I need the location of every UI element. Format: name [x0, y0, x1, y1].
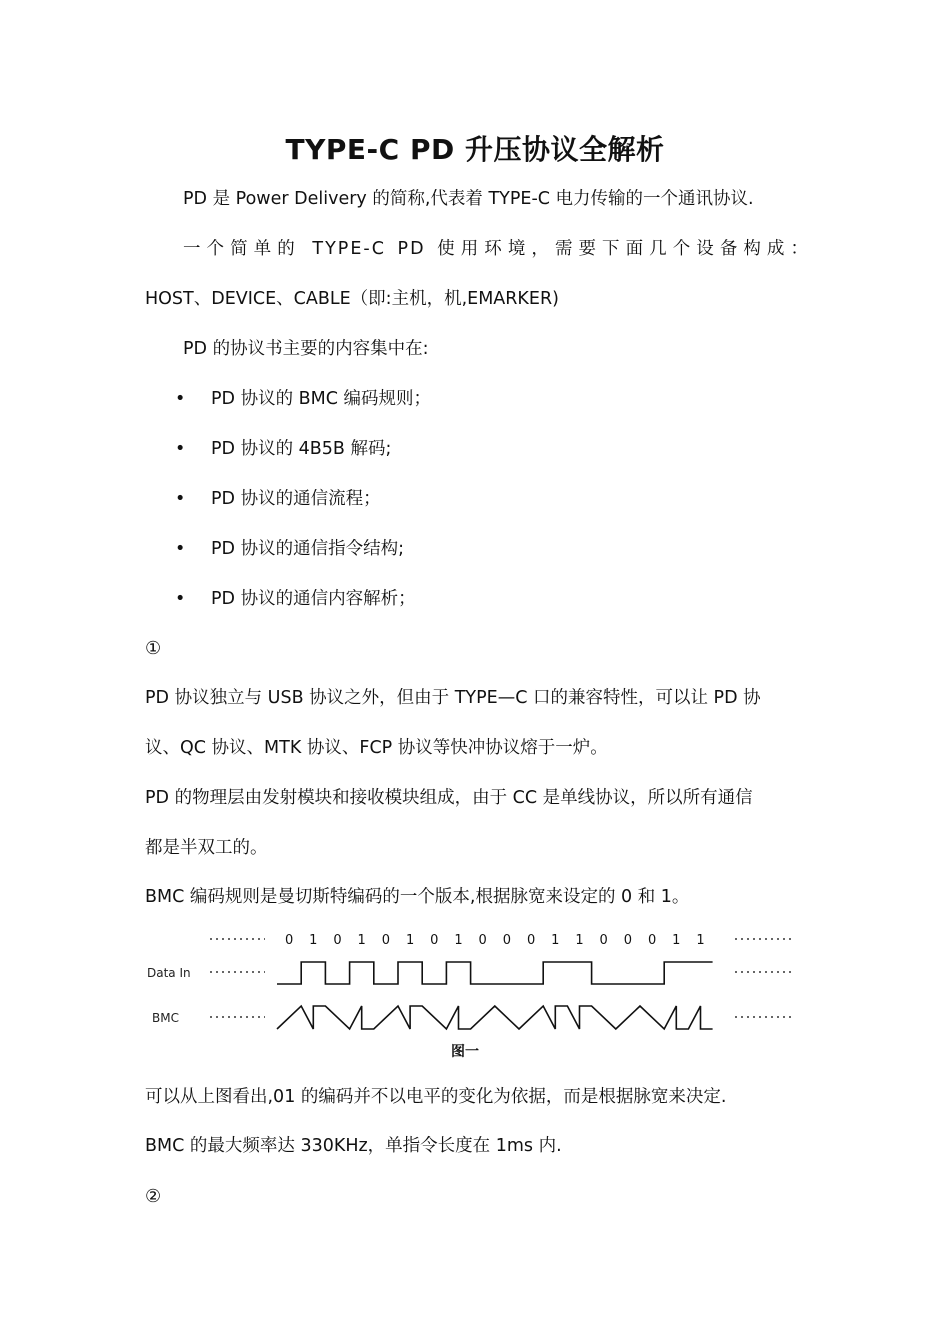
continuation-dots	[210, 939, 795, 1017]
bit-label: 1	[309, 933, 318, 948]
intro-paragraph-2-line-2: HOST、DEVICE、CABLE（即:主机，机,EMARKER)	[145, 289, 559, 309]
bit-label: 0	[526, 933, 536, 948]
section1-paragraph-1-line-2: 议、QC 协议、MTK 协议、FCP 协议等快冲协议熔于一炉。	[145, 738, 608, 758]
page-title: TYPE-C PD 升压协议全解析	[285, 133, 665, 166]
bit-labels	[285, 933, 705, 948]
bit-label: 0	[623, 933, 633, 948]
section-marker-2: ②	[145, 1186, 162, 1207]
section1-paragraph-2-line-2: 都是半双工的。	[145, 838, 268, 858]
list-item-text: PD 协议的 4B5B 解码;	[211, 439, 392, 459]
data-in-waveform	[277, 962, 713, 984]
bullet-icon: •	[175, 389, 186, 409]
bullet-icon: •	[175, 589, 186, 609]
bmc-waveform	[277, 1006, 713, 1029]
bit-label: 1	[696, 933, 705, 948]
bit-label: 0	[284, 933, 294, 948]
section1-paragraph-4: 可以从上图看出,01 的编码并不以电平的变化为依据，而是根据脉宽来决定.	[145, 1087, 727, 1107]
bit-label: 0	[599, 933, 608, 948]
section1-paragraph-2-line-1: PD 的物理层由发射模块和接收模块组成，由于 CC 是单线协议，所以所有通信	[145, 788, 753, 808]
bit-label: 0	[647, 933, 657, 948]
bmc-label: BMC	[152, 1011, 179, 1025]
bit-label: 1	[357, 933, 366, 948]
bit-label: 0	[502, 933, 512, 948]
section1-paragraph-5: BMC 的最大频率达 330KHz，单指令长度在 1ms 内.	[145, 1136, 562, 1156]
figure-caption: 图一	[451, 1044, 479, 1060]
list-item-text: PD 协议的通信内容解析；	[211, 589, 416, 609]
bit-label: 0	[333, 933, 342, 948]
bit-label: 1	[551, 933, 560, 948]
list-item-text: PD 协议的通信指令结构;	[211, 539, 404, 559]
bullet-icon: •	[175, 539, 186, 559]
section1-paragraph-3: BMC 编码规则是曼切斯特编码的一个版本,根据脉宽来设定的 0 和 1。	[145, 887, 690, 907]
intro-paragraph-1: PD 是 Power Delivery 的简称,代表着 TYPE-C 电力传输的一个通讯协议.	[183, 189, 754, 209]
bit-label: 1	[454, 933, 463, 948]
bullet-icon: •	[175, 439, 186, 459]
bit-label: 0	[430, 933, 439, 948]
bit-label: 0	[478, 933, 487, 948]
section1-paragraph-1-line-1: PD 协议独立与 USB 协议之外，但由于 TYPE—C 口的兼容特性，可以让 PD 协	[145, 688, 761, 708]
list-item-text: PD 协议的 BMC 编码规则；	[211, 389, 432, 409]
bullet-icon: •	[175, 489, 186, 509]
bit-label: 0	[381, 933, 391, 948]
data-in-label: Data In	[147, 966, 191, 980]
bit-label: 1	[672, 933, 681, 948]
list-item-text: PD 协议的通信流程；	[211, 489, 381, 509]
bit-label: 1	[575, 933, 584, 948]
intro-paragraph-3: PD 的协议书主要的内容集中在:	[183, 339, 429, 359]
section-marker-1: ①	[145, 638, 162, 659]
bmc-encoding-figure	[140, 922, 810, 1037]
bit-label: 1	[405, 933, 415, 948]
intro-paragraph-2-line-1: 一个简单的 TYPE-C PD 使用环境，需要下面几个设备构成：	[183, 239, 810, 259]
